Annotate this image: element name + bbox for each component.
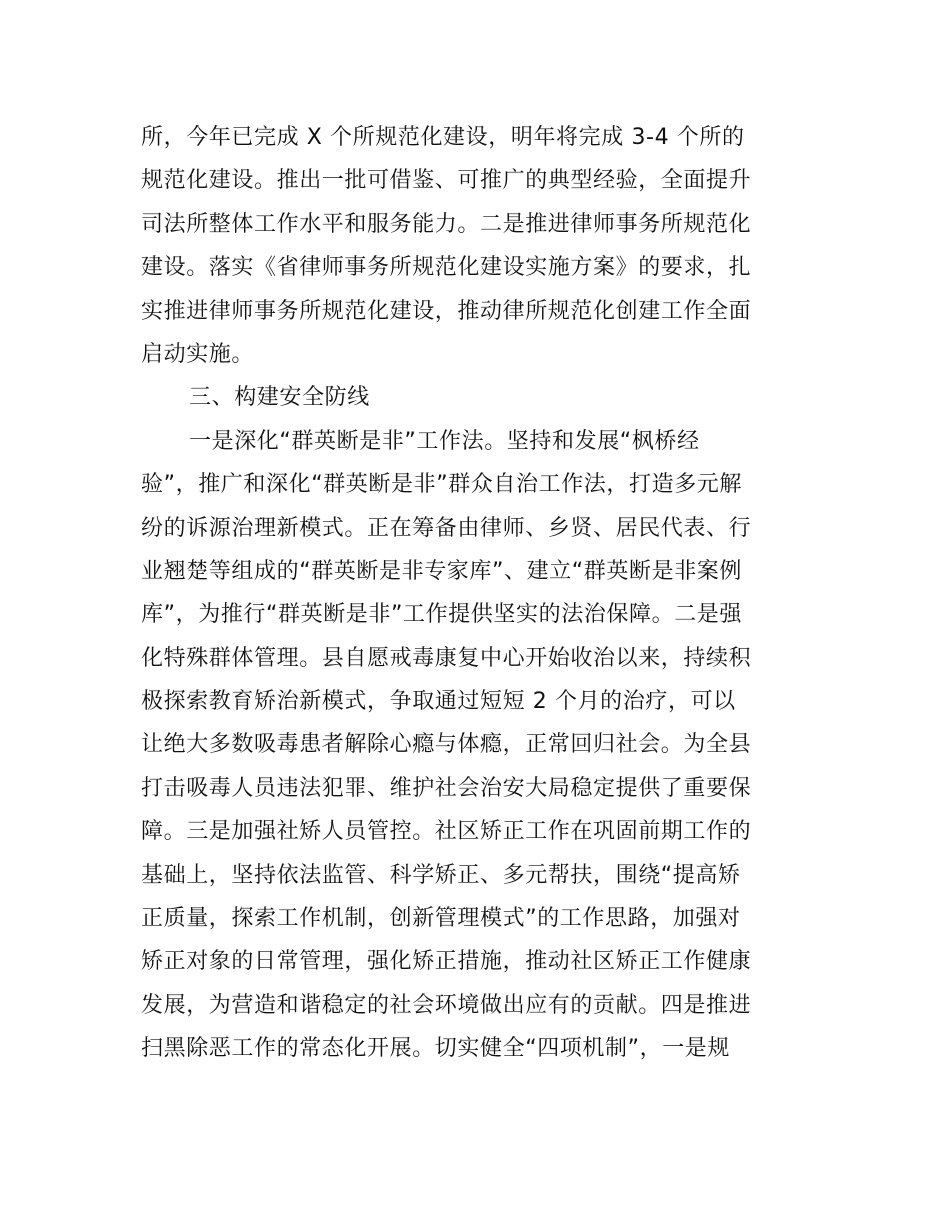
text-line: 发展，为营造和谐稳定的社会环境做出应有的贡献。四是推进 — [141, 992, 752, 1018]
text-line: 业翘楚等组成的“群英断是非专家库”、建立“群英断是非案例 — [141, 558, 742, 584]
text-line: 纷的诉源治理新模式。正在筹备由律师、乡贤、居民代表、行 — [141, 515, 752, 541]
body-text — [141, 116, 831, 1071]
text-line: 规范化建设。推出一批可借鉴、可推广的典型经验，全面提升 — [141, 168, 752, 194]
text-line: 所，今年已完成 X 个所规范化建设，明年将完成 3-4 个所的 — [141, 125, 745, 150]
text-line: 障。三是加强社矫人员管控。社区矫正工作在巩固前期工作的 — [141, 819, 752, 845]
section-heading: 三、构建安全防线 — [189, 385, 370, 411]
paragraph-start-line: 一是深化“群英断是非”工作法。坚持和发展“枫桥经 — [189, 428, 700, 454]
text-line: 化特殊群体管理。县自愿戒毒康复中心开始收治以来，持续积 — [141, 645, 752, 671]
text-line: 基础上，坚持依法监管、科学矫正、多元帮扶，围绕“提高矫 — [141, 862, 741, 888]
text-line: 矫正对象的日常管理，强化矫正措施，推动社区矫正工作健康 — [141, 949, 752, 975]
text-line: 司法所整体工作水平和服务能力。二是推进律师事务所规范化 — [141, 211, 752, 237]
text-line: 正质量，探索工作机制，创新管理模式”的工作思路，加强对 — [141, 906, 741, 932]
text-line: 验”，推广和深化“群英断是非”群众自治工作法，打造多元解 — [141, 472, 742, 498]
text-line: 打击吸毒人员违法犯罪、维护社会治安大局稳定提供了重要保 — [141, 775, 752, 801]
text-line: 启动实施。 — [141, 341, 255, 367]
text-line: 建设。落实《省律师事务所规范化建设实施方案》的要求，扎 — [141, 255, 752, 281]
text-line: 让绝大多数吸毒患者解除心瘾与体瘾，正常回归社会。为全县 — [141, 732, 752, 758]
text-line: 扫黑除恶工作的常态化开展。切实健全“四项机制”，一是规 — [141, 1036, 730, 1062]
text-line: 极探索教育矫治新模式，争取通过短短 2 个月的治疗，可以 — [141, 689, 736, 715]
text-line: 实推进律师事务所规范化建设，推动律所规范化创建工作全面 — [141, 298, 752, 324]
text-line: 库”，为推行“群英断是非”工作提供坚实的法治保障。二是强 — [141, 602, 742, 628]
